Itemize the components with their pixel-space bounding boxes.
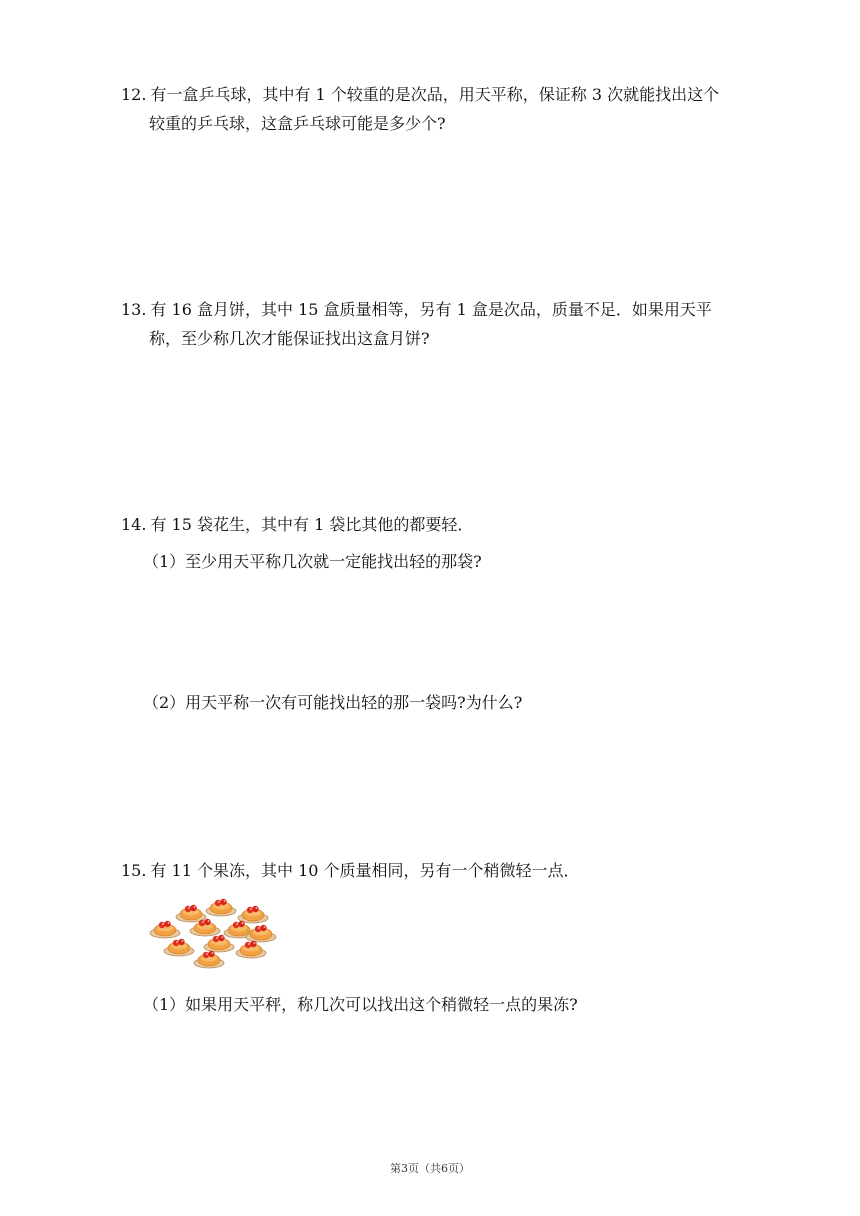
jelly-cups-icon (143, 895, 277, 971)
question-15-line-1 (121, 860, 580, 882)
question-15-number: 15. (121, 861, 147, 880)
question-15-sub-1: （1）如果用天平秤，称几次可以找出这个稍微轻一点的果冻? (143, 995, 578, 1014)
question-12-text-1: 有一盒乒乓球，其中有 1 个较重的是次品，用天平称，保证称 3 次就能找出这个 (150, 85, 720, 104)
question-12-text-2: 较重的乒乓球，这盒乒乓球可能是多少个? (149, 114, 446, 133)
question-13-text-2: 称，至少称几次才能保证找出这盒月饼? (149, 329, 430, 348)
jelly-cups-illustration (143, 895, 277, 971)
page-footer: 第3页（共6页） (390, 1162, 470, 1175)
question-13-line-1 (121, 299, 712, 321)
question-12-line-1 (121, 84, 719, 106)
question-14-sub-1: （1）至少用天平称几次就一定能找出轻的那袋? (143, 552, 482, 571)
question-14-number: 14. (121, 515, 147, 534)
question-14-text-1: 有 15 袋花生，其中有 1 袋比其他的都要轻． (150, 515, 474, 534)
question-12-number: 12. (121, 85, 147, 104)
question-14-sub-2: （2）用天平称一次有可能找出轻的那一袋吗?为什么? (143, 693, 523, 712)
question-14-line-1 (121, 514, 473, 536)
question-13-number: 13. (121, 300, 147, 319)
question-13-text-1: 有 16 盒月饼，其中 15 盒质量相等，另有 1 盒是次品，质量不足．如果用天平 (150, 300, 712, 319)
question-15-text-1: 有 11 个果冻，其中 10 个质量相同，另有一个稍微轻一点． (150, 861, 580, 880)
